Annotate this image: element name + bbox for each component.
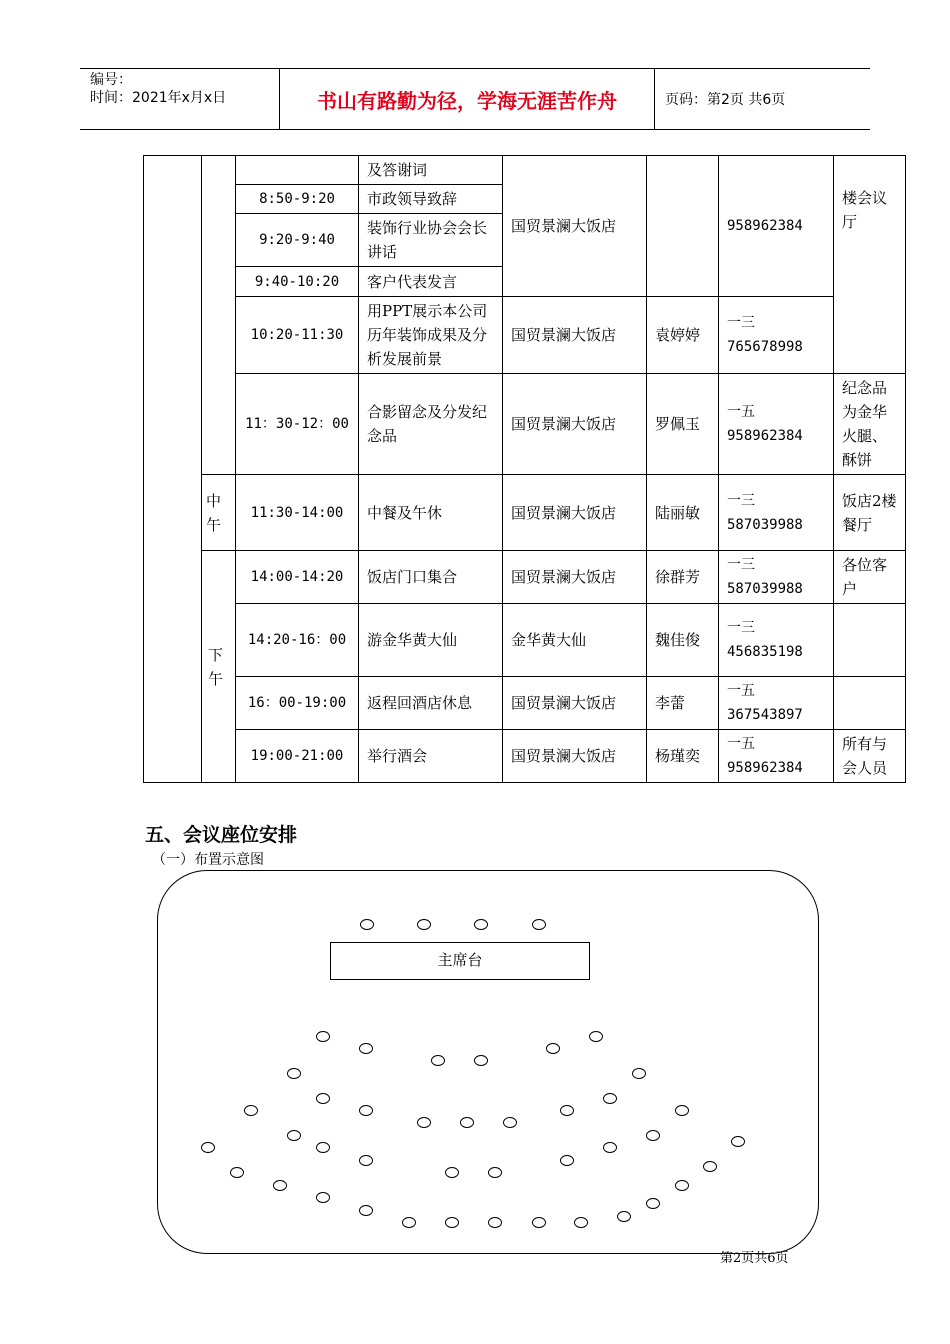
seat-circle xyxy=(488,1217,502,1228)
time-cell: 9:20-9:40 xyxy=(236,214,359,267)
seat-circle xyxy=(675,1180,689,1191)
phone-cell: 一五958962384 xyxy=(719,374,834,475)
activity-cell: 游金华黄大仙 xyxy=(359,604,503,677)
seat-circle xyxy=(560,1155,574,1166)
phone-cell: 一三587039988 xyxy=(719,475,834,551)
phone-cell: 一三456835198 xyxy=(719,604,834,677)
table-row xyxy=(144,604,906,677)
time-cell: 16：00-19:00 xyxy=(236,677,359,730)
day-cell xyxy=(144,156,202,783)
seat-circle xyxy=(603,1093,617,1104)
seat-circle xyxy=(244,1105,258,1116)
time-cell xyxy=(236,156,359,185)
activity-cell: 返程回酒店休息 xyxy=(359,677,503,730)
seat-circle xyxy=(316,1093,330,1104)
table-row xyxy=(144,374,906,475)
location-cell: 国贸景澜大饭店 xyxy=(503,156,647,297)
schedule-table xyxy=(143,155,906,783)
person-cell: 李蕾 xyxy=(647,677,719,730)
seat-circle xyxy=(632,1068,646,1079)
time-cell: 10:20-11:30 xyxy=(236,297,359,374)
seat-circle xyxy=(287,1130,301,1141)
activity-cell: 用PPT展示本公司历年装饰成果及分析发展前景 xyxy=(359,297,503,374)
seat-circle xyxy=(617,1211,631,1222)
seat-circle xyxy=(445,1217,459,1228)
seat-circle xyxy=(359,1155,373,1166)
seat-circle xyxy=(646,1198,660,1209)
seat-circle xyxy=(574,1217,588,1228)
table-row xyxy=(144,297,906,374)
seat-circle xyxy=(316,1192,330,1203)
phone-cell: 一五958962384 xyxy=(719,730,834,783)
seat-circle xyxy=(316,1031,330,1042)
seat-circle xyxy=(532,1217,546,1228)
seat-circle xyxy=(460,1117,474,1128)
note-cell: 所有与会人员 xyxy=(834,730,906,783)
person-cell xyxy=(647,156,719,297)
time-cell: 8:50-9:20 xyxy=(236,185,359,214)
seat-circle xyxy=(359,1205,373,1216)
location-cell: 国贸景澜大饭店 xyxy=(503,677,647,730)
seat-circle xyxy=(731,1136,745,1147)
seat-circle xyxy=(560,1105,574,1116)
seat-circle xyxy=(603,1142,617,1153)
phone-cell: 一三587039988 xyxy=(719,551,834,604)
seat-circle xyxy=(359,1105,373,1116)
seat-circle xyxy=(675,1105,689,1116)
seat-circle xyxy=(532,919,546,930)
time-cell: 19:00-21:00 xyxy=(236,730,359,783)
person-cell: 魏佳俊 xyxy=(647,604,719,677)
seat-circle xyxy=(503,1117,517,1128)
phone-cell: 一三765678998 xyxy=(719,297,834,374)
person-cell: 徐群芳 xyxy=(647,551,719,604)
table-row xyxy=(144,156,906,185)
note-cell xyxy=(834,677,906,730)
activity-cell: 客户代表发言 xyxy=(359,267,503,297)
note-cell: 纪念品为金华火腿、酥饼 xyxy=(834,374,906,475)
seat-circle xyxy=(589,1031,603,1042)
activity-cell: 市政领导致辞 xyxy=(359,185,503,214)
time-cell: 14:00-14:20 xyxy=(236,551,359,604)
phone-cell: 958962384 xyxy=(719,156,834,297)
seat-circle xyxy=(445,1167,459,1178)
activity-cell: 及答谢词 xyxy=(359,156,503,185)
location-cell: 国贸景澜大饭店 xyxy=(503,551,647,604)
number-label: 编号： xyxy=(90,72,132,88)
seat-circle xyxy=(417,919,431,930)
time-cell: 14:20-16：00 xyxy=(236,604,359,677)
header-meta xyxy=(80,69,280,129)
location-cell: 国贸景澜大饭店 xyxy=(503,730,647,783)
person-cell: 陆丽敏 xyxy=(647,475,719,551)
page-header xyxy=(80,68,870,130)
note-cell: 各位客户 xyxy=(834,551,906,604)
activity-cell: 饭店门口集合 xyxy=(359,551,503,604)
note-cell xyxy=(834,604,906,677)
activity-cell: 装饰行业协会会长讲话 xyxy=(359,214,503,267)
location-cell: 国贸景澜大饭店 xyxy=(503,374,647,475)
person-cell: 罗佩玉 xyxy=(647,374,719,475)
activity-cell: 中餐及午休 xyxy=(359,475,503,551)
section-subtitle: （一）布置示意图 xyxy=(152,852,264,868)
header-page-label: 页码：第2页 共6页 xyxy=(665,92,786,108)
seat-circle xyxy=(359,1043,373,1054)
seat-circle xyxy=(316,1142,330,1153)
seat-circle xyxy=(474,1055,488,1066)
note-cell: 楼会议厅 xyxy=(834,156,906,374)
seat-circle xyxy=(230,1167,244,1178)
header-motto: 书山有路勤为径，学海无涯苦作舟 xyxy=(280,69,655,129)
table-row xyxy=(144,475,906,551)
seat-circle xyxy=(201,1142,215,1153)
table-row xyxy=(144,551,906,604)
activity-cell: 合影留念及分发纪念品 xyxy=(359,374,503,475)
seat-circle xyxy=(273,1180,287,1191)
seat-circle xyxy=(488,1167,502,1178)
venue-outline xyxy=(157,870,819,1254)
time-cell: 9:40-10:20 xyxy=(236,267,359,297)
seat-circle xyxy=(431,1055,445,1066)
seat-circle xyxy=(646,1130,660,1141)
phone-cell: 一五367543897 xyxy=(719,677,834,730)
table-row xyxy=(144,677,906,730)
seat-circle xyxy=(474,919,488,930)
activity-cell: 举行酒会 xyxy=(359,730,503,783)
table-row xyxy=(144,730,906,783)
period-cell-noon: 中午 xyxy=(202,475,236,551)
person-cell: 袁婷婷 xyxy=(647,297,719,374)
page-footer: 第2页共6页 xyxy=(720,1251,789,1266)
location-cell: 金华黄大仙 xyxy=(503,604,647,677)
seat-circle xyxy=(287,1068,301,1079)
time-cell: 11：30-12：00 xyxy=(236,374,359,475)
seat-circle xyxy=(546,1043,560,1054)
time-cell: 11:30-14:00 xyxy=(236,475,359,551)
person-cell: 杨瑾奕 xyxy=(647,730,719,783)
podium-label: 主席台 xyxy=(437,951,483,969)
location-cell: 国贸景澜大饭店 xyxy=(503,475,647,551)
note-cell: 饭店2楼餐厅 xyxy=(834,475,906,551)
date-label: 时间：2021年x月x日 xyxy=(90,90,227,106)
section-title: 五、会议座位安排 xyxy=(145,824,298,846)
seat-circle xyxy=(360,919,374,930)
seat-circle xyxy=(417,1117,431,1128)
seat-circle xyxy=(703,1161,717,1172)
period-cell-morning xyxy=(202,156,236,475)
period-cell-afternoon: 下午 xyxy=(202,551,236,783)
location-cell: 国贸景澜大饭店 xyxy=(503,297,647,374)
podium-box xyxy=(330,942,590,980)
seat-circle xyxy=(402,1217,416,1228)
